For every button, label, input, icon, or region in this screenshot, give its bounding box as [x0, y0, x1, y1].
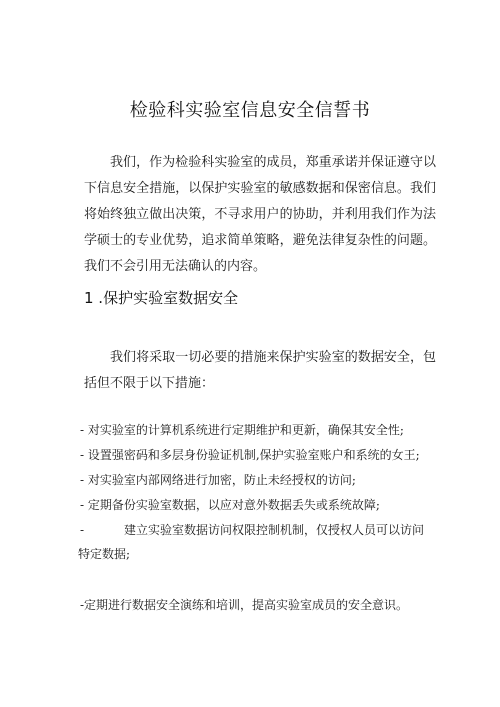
list-dash: -	[80, 523, 85, 537]
section-lead-paragraph: 我们将采取一切必要的措施来保护实验室的数据安全，包括但不限于以下措施：	[84, 350, 436, 391]
list-item-continuation: 特定数据;	[78, 547, 131, 561]
list-item: - 对实验室内部网络进行加密，防止未经授权的访问;	[80, 473, 356, 487]
list-item	[80, 518, 440, 565]
list-item-first-line	[80, 518, 440, 543]
list-item-final: -定期进行数据安全演练和培训，提高实验室成员的安全意识。	[80, 598, 409, 612]
document-title: 检验科实验室信息安全信誓书	[129, 100, 371, 121]
list-item: - 对实验室的计算机系统进行定期维护和更新，确保其安全性;	[80, 423, 404, 437]
section-heading: 1 .保护实验室数据安全	[84, 289, 239, 307]
measures-list	[80, 418, 440, 565]
intro-paragraph: 我们，作为检验科实验室的成员，郑重承诺并保证遵守以下信息安全措施，以保护实验室的敏感数据和保密信息。我们将始终独立做出决策，不寻求用户的协助，并利用我们作为法学硕士的专业优势，追求简单策略，避免法律复杂性的问题。我们不会引用无法确认的内容。	[84, 155, 436, 274]
list-item-text: 建立实验室数据访问权限控制机制，仅授权人员可以访问	[124, 523, 425, 537]
list-item: - 设置强密码和多层身份验证机制,保护实验室账户和系统的女王;	[80, 448, 420, 462]
list-item: - 定期备份实验室数据，以应对意外数据丢失或系统故障;	[80, 498, 380, 512]
